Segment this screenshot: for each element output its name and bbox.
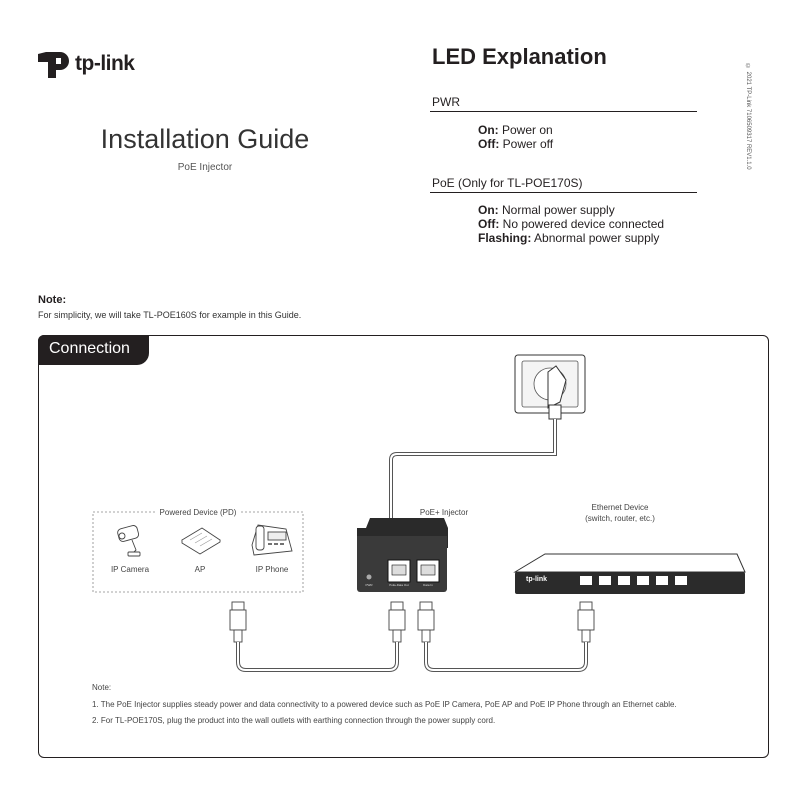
- led-title: LED Explanation: [432, 44, 607, 69]
- page-title: Installation Guide: [100, 124, 310, 154]
- injector-port-out-label: PoE+Data Out: [389, 583, 409, 587]
- injector-pwr-label: PWR: [365, 583, 373, 587]
- device-label-ap: AP: [194, 565, 206, 574]
- injector-label: PoE+ Injector: [419, 508, 469, 517]
- ip-camera-icon: [117, 525, 140, 556]
- poe-heading: PoE (Only for TL-POE170S): [432, 176, 583, 190]
- poe-off-line: Off: No powered device connected: [478, 217, 665, 231]
- ap-icon: [182, 528, 220, 554]
- switch-brand: tp-link: [526, 576, 547, 583]
- ethernet-switch-icon: [515, 554, 745, 594]
- switch-label: Ethernet Device: [591, 503, 649, 512]
- ip-phone-icon: [252, 525, 292, 555]
- poe-on-line: On: Normal power supply: [478, 203, 615, 217]
- note-title: Note:: [38, 294, 67, 306]
- injector-port-in-label: Data In: [423, 583, 433, 587]
- side-copyright: © 2021 TP-Link 7106509317 REV1.1.0: [745, 64, 751, 170]
- ethernet-cable-switch: [426, 642, 586, 670]
- ethernet-cable-pd: [238, 642, 397, 670]
- poe-injector-icon: [357, 518, 448, 592]
- device-label-ip-camera: IP Camera: [110, 565, 150, 574]
- ethernet-plug-icon: [230, 602, 594, 642]
- connection-label: Connection: [38, 335, 149, 365]
- pwr-heading: PWR: [432, 95, 460, 109]
- wall-outlet-icon: [515, 355, 585, 419]
- switch-sub-label: (switch, router, etc.): [585, 514, 655, 523]
- pd-group-label: Powered Device (PD): [93, 508, 303, 517]
- device-label-ip-phone: IP Phone: [255, 565, 289, 574]
- pwr-on-line: On: Power on: [478, 123, 553, 137]
- pwr-off-line: Off: Power off: [478, 137, 554, 151]
- connection-notes-title: Note:: [92, 683, 112, 692]
- poe-flashing-line: Flashing: Abnormal power supply: [478, 231, 660, 245]
- brand-name: tp-link: [75, 52, 135, 75]
- power-cord: [391, 419, 555, 518]
- connection-note-1: 1. The PoE Injector supplies steady power and data connectivity to a powered device such as PoE IP Camera, PoE AP and PoE IP Phone through an Ethernet cable.: [92, 700, 677, 709]
- connection-note-2: 2. For TL-POE170S, plug the product into the wall outlets with earthing connection through the power supply cord.: [92, 716, 496, 725]
- note-text: For simplicity, we will take TL-POE160S for example in this Guide.: [38, 310, 302, 320]
- page-subtitle: PoE Injector: [177, 162, 233, 173]
